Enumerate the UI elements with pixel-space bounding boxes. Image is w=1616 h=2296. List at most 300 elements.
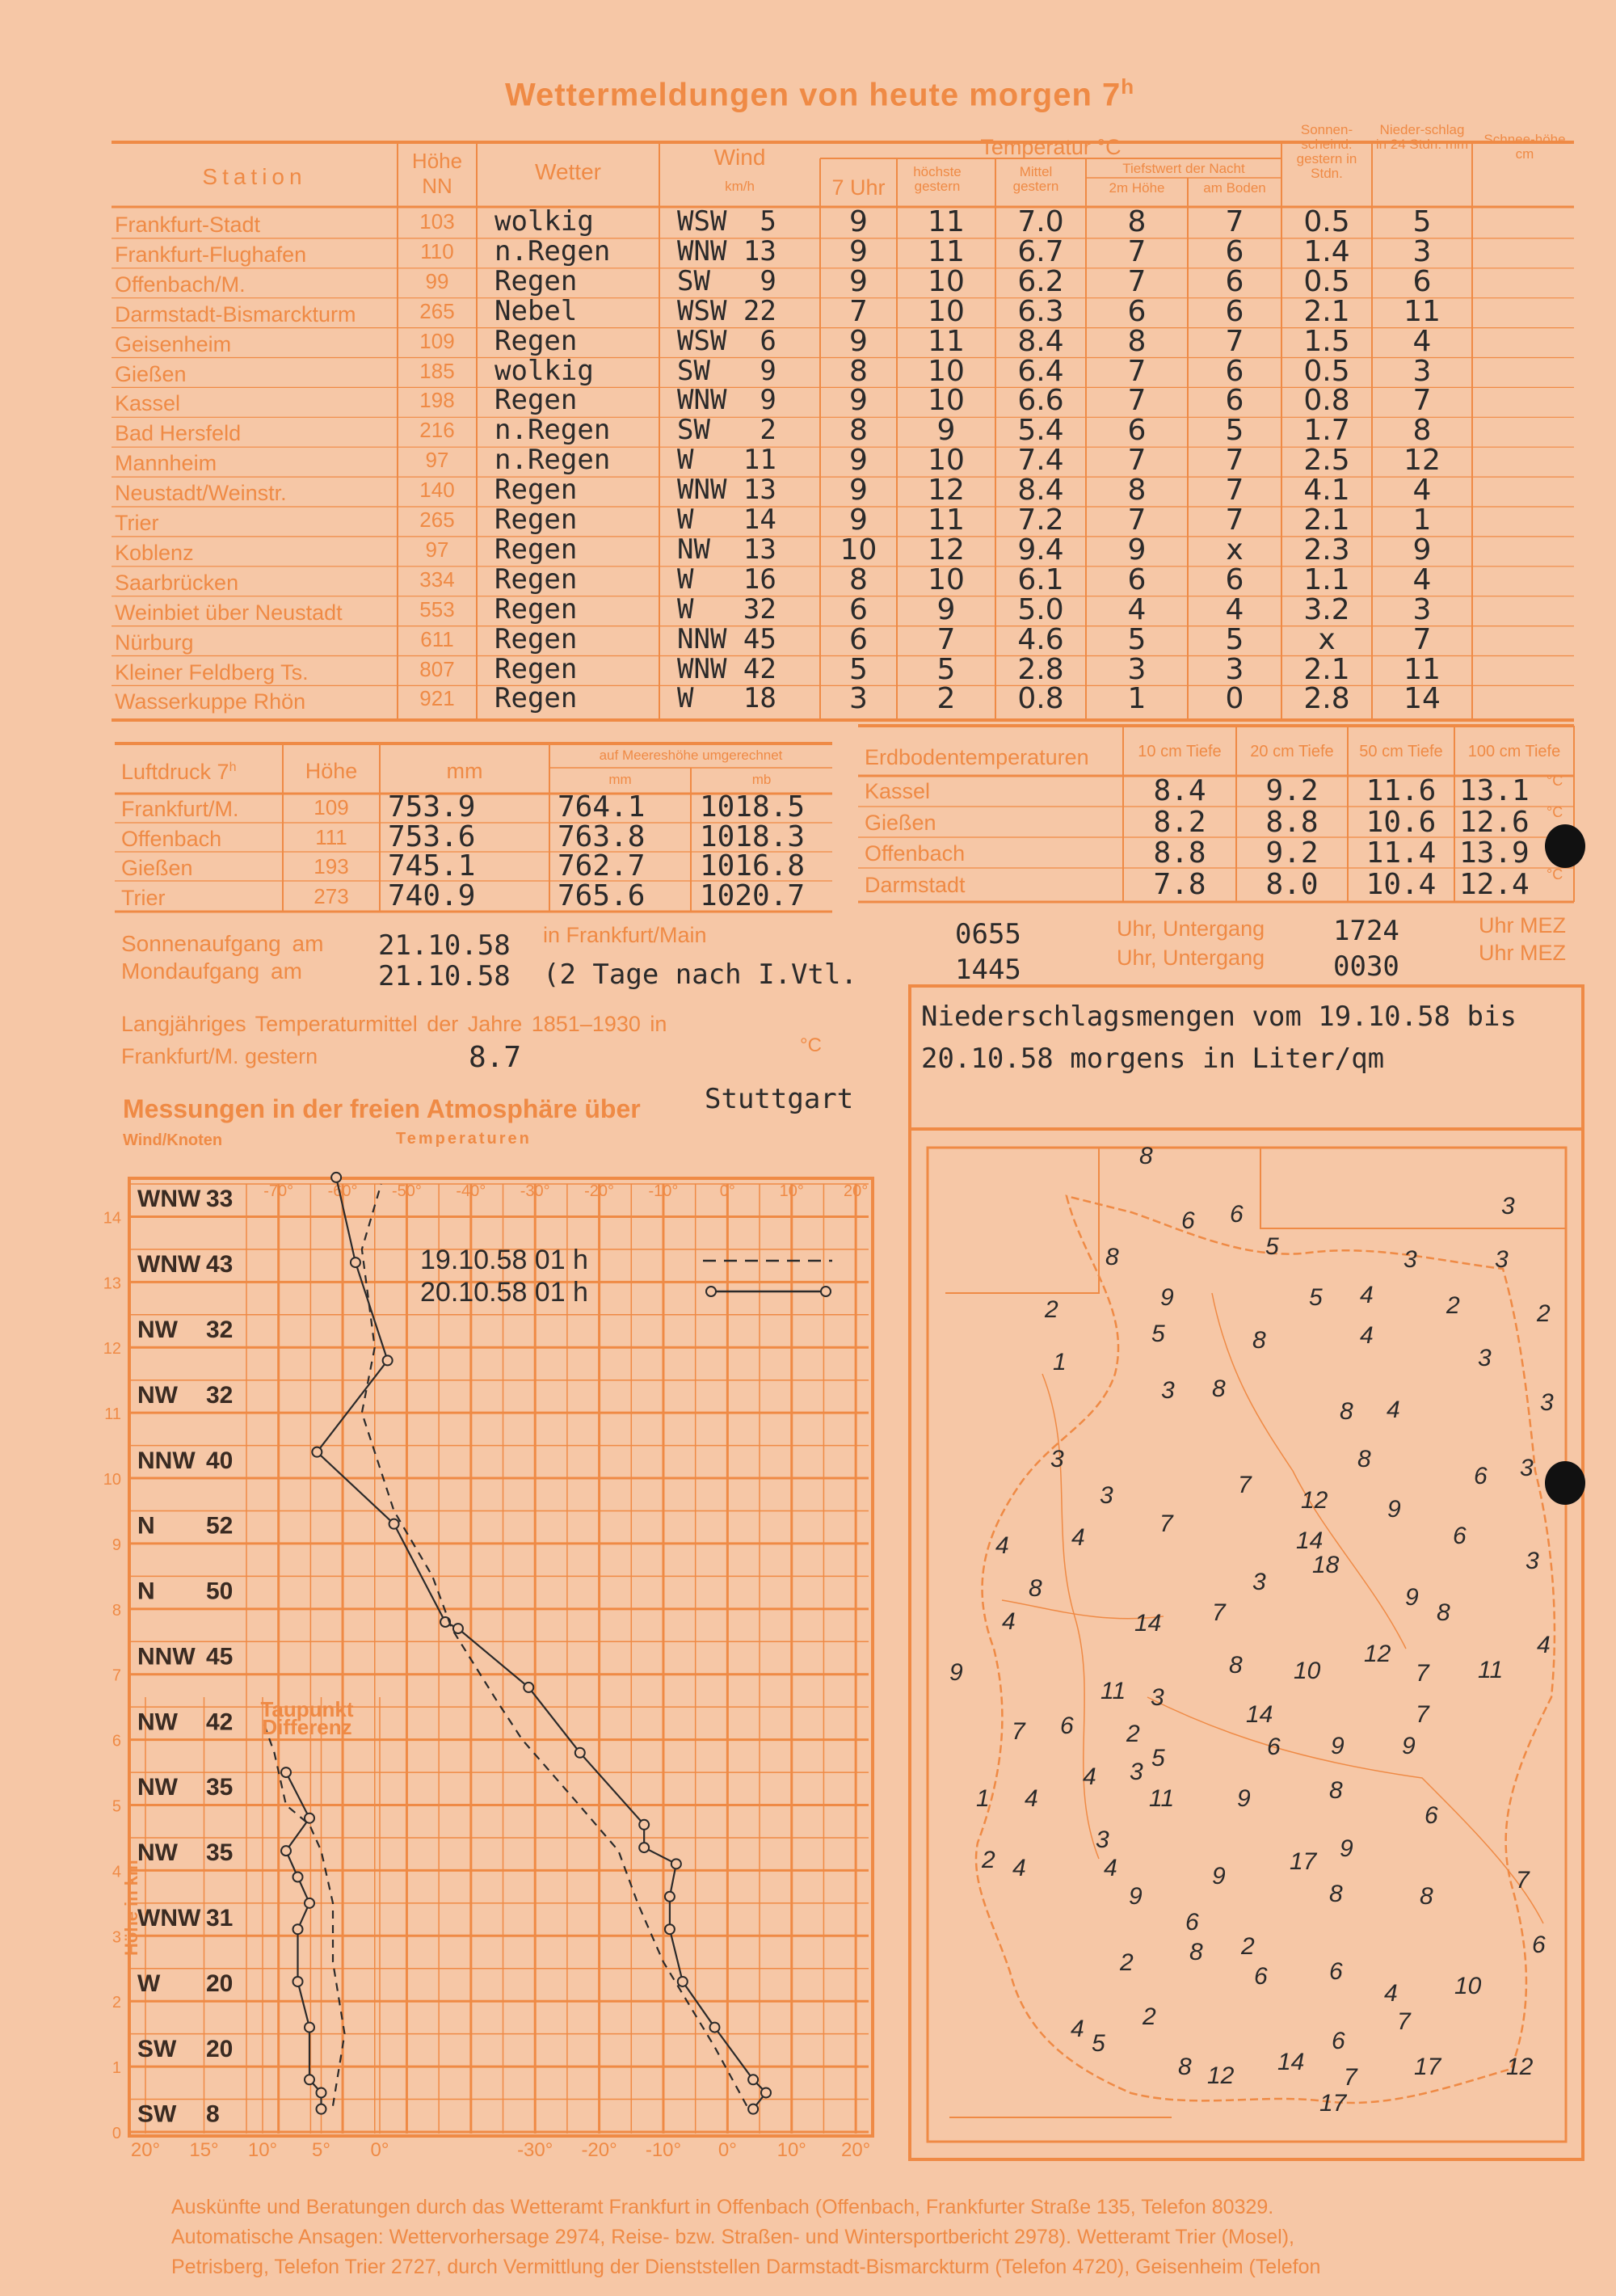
- precip-value: 6: [1060, 1713, 1074, 1739]
- erdboden-10cm: 10 cm Tiefe: [1138, 743, 1222, 760]
- cell-station: Frankfurt-Stadt: [115, 213, 261, 237]
- ld-cell-mb: 1018.3: [700, 819, 806, 853]
- precip-value: 6: [1254, 1963, 1268, 1990]
- cell-wind: WNW 42: [677, 652, 776, 685]
- cell-sonne: 2.1: [1303, 503, 1350, 537]
- precip-value: 6: [1329, 1958, 1343, 1985]
- sun-untergang: Uhr, Untergang: [1117, 916, 1265, 941]
- y-tick-label: 14: [103, 1209, 121, 1228]
- cell-hoehe: 921: [419, 686, 455, 711]
- eb-cell-d10: 8.4: [1153, 774, 1206, 807]
- cell-minb: 6: [1225, 234, 1244, 268]
- y-tick-label: 12: [103, 1340, 121, 1359]
- cell-hoehe: 185: [419, 358, 455, 383]
- cell-nieder: 11: [1403, 652, 1441, 686]
- cell-mittel: 6.3: [1017, 294, 1064, 328]
- cell-t7: 6: [849, 592, 868, 626]
- cell-mittel: 6.7: [1017, 234, 1064, 268]
- precip-value: 2: [1126, 1721, 1140, 1747]
- dew-tick-label: 15°: [189, 2139, 219, 2161]
- luftdruck-title-sup: h: [229, 760, 237, 774]
- cell-max: 12: [928, 533, 965, 567]
- eb-cell-d20: 8.8: [1265, 805, 1319, 839]
- eb-cell-d50: 11.6: [1366, 774, 1437, 807]
- moon-note: (2 Tage nach I.Vtl.: [543, 958, 857, 991]
- precip-value: 3: [1540, 1389, 1554, 1416]
- precip-value: 8: [1178, 2054, 1192, 2080]
- ld-cell-meer_mm: 763.8: [558, 819, 646, 853]
- header-hoechste: höchste gestern: [913, 164, 962, 194]
- cell-t7: 7: [849, 294, 868, 328]
- cell-station: Kassel: [115, 391, 181, 416]
- precip-value: 7: [1212, 1599, 1226, 1626]
- eb-cell-d50: 11.4: [1366, 836, 1437, 870]
- x-tick-label: -10°: [648, 1182, 679, 1200]
- precip-value: 7: [1416, 1701, 1429, 1728]
- cell-mittel: 8.4: [1017, 474, 1064, 508]
- cell-wind: NW 13: [677, 533, 776, 566]
- cell-nieder: 3: [1412, 354, 1432, 388]
- cell-min2m: 7: [1127, 444, 1147, 478]
- cell-station: Geisenheim: [115, 331, 232, 356]
- precip-value: 4: [1360, 1282, 1374, 1308]
- cell-hoehe: 103: [419, 209, 455, 234]
- cell-mittel: 5.4: [1017, 414, 1064, 448]
- longterm-label: Langjähriges Temperaturmittel der Jahre 1851–1930 in: [121, 1012, 667, 1036]
- x-tick-label: 0°: [719, 1182, 735, 1200]
- cell-max: 2: [936, 682, 956, 716]
- wind-speed: 8: [206, 2100, 220, 2128]
- x-tick-label: -30°: [520, 1182, 550, 1200]
- precip-value: 6: [1267, 1734, 1281, 1760]
- cell-min2m: 5: [1127, 622, 1147, 656]
- cell-wetter: Regen: [494, 264, 578, 297]
- eb-cell-d100: 12.4: [1459, 867, 1530, 901]
- longterm-value: 8.7: [469, 1041, 522, 1074]
- cell-station: Darmstadt-Bismarckturm: [115, 301, 356, 326]
- wind-direction: NNW: [137, 1643, 196, 1670]
- wind-direction: WNW: [137, 1186, 201, 1213]
- precip-value: 8: [1252, 1327, 1266, 1354]
- footer-line: Petrisberg, Telefon Trier 2727, durch Vermittlung der Dienststellen Darmstadt-Bismarckturm (Telefon 4720), Geisenheim (Telefon: [171, 2256, 1321, 2278]
- cell-max: 10: [928, 294, 965, 328]
- precip-value: 6: [1185, 1909, 1199, 1936]
- cell-station: Weinbiet über Neustadt: [115, 600, 343, 625]
- erdboden-50cm: 50 cm Tiefe: [1359, 743, 1443, 760]
- cell-min2m: 7: [1127, 354, 1147, 388]
- cell-nieder: 4: [1412, 562, 1432, 596]
- moon-mez: Uhr MEZ: [1479, 941, 1566, 965]
- cell-wind: WSW 6: [677, 324, 776, 357]
- ld-cell-hoehe: 111: [315, 824, 347, 849]
- sun-date: 21.10.58: [378, 929, 511, 962]
- cell-minb: x: [1226, 533, 1244, 567]
- cell-wind: WSW 22: [677, 294, 776, 327]
- cell-wind: WNW 13: [677, 474, 776, 507]
- ld-cell-meer_mm: 762.7: [558, 849, 646, 883]
- cell-sonne: 2.1: [1303, 294, 1350, 328]
- moon-rise: 1445: [955, 954, 1021, 986]
- cell-max: 9: [936, 592, 956, 626]
- cell-min2m: 6: [1127, 562, 1147, 596]
- cell-max: 9: [936, 414, 956, 448]
- moon-untergang: Uhr, Untergang: [1117, 946, 1265, 970]
- precip-value: 3: [1520, 1455, 1534, 1481]
- cell-station: Offenbach/M.: [115, 272, 246, 297]
- cell-hoehe: 99: [425, 268, 449, 293]
- cell-mittel: 6.6: [1017, 384, 1064, 418]
- precip-value: 3: [1495, 1246, 1509, 1273]
- ld-cell-station: Gießen: [121, 856, 193, 880]
- wind-direction: N: [137, 1578, 155, 1605]
- cell-t7: 8: [849, 354, 868, 388]
- ld-cell-mb: 1018.5: [700, 790, 806, 824]
- header-hoehe: Höhe NN: [411, 149, 463, 199]
- header-7uhr: 7 Uhr: [831, 175, 886, 200]
- eb-cell-station: Gießen: [865, 810, 936, 835]
- cell-sonne: 0.5: [1303, 205, 1350, 238]
- cell-t7: 9: [849, 205, 868, 238]
- cell-min2m: 8: [1127, 324, 1147, 358]
- x-tick-label: 20°: [840, 2139, 871, 2161]
- precip-value: 7: [1238, 1472, 1252, 1498]
- precip-value: 4: [1071, 1524, 1085, 1551]
- precip-value: 4: [1387, 1397, 1400, 1423]
- atmo-place: Stuttgart: [705, 1083, 854, 1115]
- cell-minb: 4: [1225, 592, 1244, 626]
- cell-nieder: 4: [1412, 474, 1432, 508]
- cell-sonne: 0.5: [1303, 264, 1350, 298]
- cell-nieder: 1: [1412, 503, 1432, 537]
- luftdruck-title-text: Luftdruck 7: [121, 760, 229, 784]
- dew-tick-label: 0°: [370, 2139, 389, 2161]
- cell-wetter: Regen: [494, 474, 578, 507]
- luftdruck-mm-header: mm: [446, 759, 483, 783]
- cell-min2m: 7: [1127, 503, 1147, 537]
- cell-min2m: 8: [1127, 474, 1147, 508]
- cell-wetter: Regen: [494, 592, 578, 626]
- footer-line: Automatische Ansagen: Wettervorhersage 2974, Reise- bzw. Straßen- und Wintersportbericht 2978). Wetteramt Trier (Mosel),: [171, 2226, 1294, 2248]
- punch-hole-bottom: [1545, 1461, 1585, 1505]
- precip-value: 4: [995, 1532, 1009, 1559]
- cell-sonne: 2.1: [1303, 652, 1350, 686]
- precip-value: 6: [1332, 2028, 1345, 2054]
- precip-value: 14: [1296, 1527, 1324, 1554]
- eb-cell-d20: 9.2: [1265, 836, 1319, 870]
- header-wind: Wind: [713, 145, 766, 170]
- header-station: Station: [202, 164, 307, 189]
- header-schnee: Schnee-höhe cm: [1483, 132, 1566, 162]
- eb-cell-d10: 8.2: [1153, 805, 1206, 839]
- precip-value: 5: [1309, 1284, 1323, 1311]
- cell-minb: 7: [1225, 205, 1244, 238]
- y-tick-label: 8: [112, 1601, 121, 1620]
- precip-value: 17: [1319, 2090, 1347, 2117]
- precip-value: 2: [1045, 1296, 1058, 1323]
- precip-value: 3: [1403, 1246, 1417, 1273]
- precip-value: 4: [1537, 1632, 1551, 1658]
- precip-value: 8: [1329, 1881, 1343, 1907]
- cell-sonne: 2.5: [1303, 444, 1350, 478]
- cell-nieder: 9: [1412, 533, 1432, 567]
- cell-minb: 0: [1225, 682, 1244, 716]
- map-inset-line: [945, 1148, 1566, 1293]
- precip-value: 7: [1159, 1510, 1173, 1537]
- cell-minb: 6: [1225, 264, 1244, 298]
- cell-wetter: Regen: [494, 324, 578, 357]
- precip-value: 7: [1516, 1867, 1530, 1894]
- x-tick-label: -50°: [392, 1182, 422, 1200]
- eb-cell-d50: 10.4: [1366, 867, 1437, 901]
- cell-station: Mannheim: [115, 451, 217, 476]
- cell-minb: 6: [1225, 354, 1244, 388]
- cell-wetter: wolkig: [494, 354, 594, 387]
- cell-station: Nürburg: [115, 630, 194, 655]
- cell-wind: W 16: [677, 562, 776, 596]
- cell-wetter: Regen: [494, 622, 578, 655]
- erdboden-100cm: 100 cm Tiefe: [1467, 743, 1561, 760]
- x-tick-label: -20°: [581, 2139, 617, 2161]
- cell-sonne: x: [1318, 622, 1336, 656]
- precip-value: 3: [1130, 1759, 1143, 1785]
- ld-cell-station: Frankfurt/M.: [121, 797, 239, 821]
- precip-value: 11: [1478, 1657, 1504, 1683]
- wind-direction: NW: [137, 1774, 178, 1801]
- eb-cell-d10: 8.8: [1153, 836, 1206, 870]
- precip-value: 9: [1237, 1785, 1251, 1812]
- precip-value: 12: [1506, 2054, 1534, 2080]
- cell-t7: 10: [840, 533, 877, 567]
- precip-value: 3: [1100, 1482, 1113, 1509]
- precip-value: 4: [1071, 2016, 1084, 2042]
- wind-direction: WNW: [137, 1905, 201, 1932]
- precip-value: 3: [1478, 1345, 1492, 1371]
- cell-wind: WNW 13: [677, 234, 776, 268]
- precip-value: 6: [1474, 1463, 1488, 1489]
- erdboden-20cm: 20 cm Tiefe: [1250, 743, 1334, 760]
- precip-value: 2: [1143, 2003, 1156, 2030]
- precip-value: 8: [1105, 1244, 1119, 1270]
- wind-direction: W: [137, 1970, 161, 1997]
- precip-value: 9: [1402, 1733, 1416, 1759]
- cell-t7: 9: [849, 503, 868, 537]
- luftdruck-meer-mb-header: mb: [751, 772, 772, 787]
- cell-station: Koblenz: [115, 540, 194, 565]
- cell-wind: SW 9: [677, 354, 776, 387]
- cell-minb: 5: [1225, 414, 1244, 448]
- wind-direction: NW: [137, 1839, 178, 1867]
- precip-value: 8: [1437, 1599, 1450, 1626]
- x-tick-label: -70°: [263, 1182, 294, 1200]
- cell-hoehe: 265: [419, 508, 455, 532]
- cell-sonne: 2.8: [1303, 682, 1350, 716]
- eb-unit: °C: [1547, 773, 1563, 789]
- cell-nieder: 7: [1412, 622, 1432, 656]
- sun-rise: 0655: [955, 918, 1021, 950]
- footer-line: Auskünfte und Beratungen durch das Wetteramt Frankfurt in Offenbach (Offenbach, Frankfurter Straße 135, Telefon 80329.: [171, 2196, 1274, 2218]
- cell-mittel: 8.4: [1017, 324, 1064, 358]
- dew-tick-label: 20°: [130, 2139, 161, 2161]
- moon-label: Mondaufgang am: [121, 958, 302, 984]
- cell-mittel: 7.0: [1017, 205, 1064, 238]
- cell-sonne: 1.4: [1303, 234, 1350, 268]
- ld-cell-meer_mm: 765.6: [558, 878, 646, 912]
- eb-unit: °C: [1547, 803, 1563, 820]
- precip-value: 8: [1229, 1652, 1243, 1679]
- cell-sonne: 1.5: [1303, 324, 1350, 358]
- ld-cell-mb: 1016.8: [700, 849, 806, 883]
- precip-value: 12: [1301, 1487, 1328, 1514]
- precip-value: 14: [1277, 2049, 1305, 2075]
- wind-direction: NW: [137, 1381, 178, 1409]
- river-line: [1002, 1293, 1543, 1923]
- precip-value: 11: [1100, 1678, 1126, 1704]
- cell-minb: 6: [1225, 562, 1244, 596]
- y-tick-label: 9: [112, 1536, 121, 1554]
- cell-wetter: Regen: [494, 682, 578, 715]
- cell-hoehe: 553: [419, 596, 455, 621]
- ld-cell-mb: 1020.7: [700, 878, 806, 912]
- y-tick-label: 6: [112, 1732, 121, 1750]
- cell-minb: 7: [1225, 474, 1244, 508]
- cell-max: 7: [936, 622, 956, 656]
- precip-value: 8: [1139, 1143, 1153, 1169]
- cell-nieder: 6: [1412, 264, 1432, 298]
- x-tick-label: 0°: [718, 2139, 737, 2161]
- wind-speed: 45: [206, 1643, 234, 1670]
- precip-value: 3: [1161, 1377, 1175, 1404]
- cell-t7: 9: [849, 444, 868, 478]
- precip-value: 10: [1294, 1658, 1321, 1684]
- precip-value: 3: [1501, 1193, 1515, 1220]
- cell-t7: 6: [849, 622, 868, 656]
- y-tick-label: 1: [112, 2059, 121, 2078]
- cell-hoehe: 334: [419, 567, 455, 592]
- cell-t7: 9: [849, 324, 868, 358]
- ld-cell-hoehe: 109: [314, 795, 349, 819]
- wind-speed: 31: [206, 1905, 234, 1932]
- eb-cell-station: Kassel: [865, 779, 931, 803]
- cell-max: 10: [928, 354, 965, 388]
- precip-value: 8: [1357, 1446, 1371, 1472]
- cell-station: Neustadt/Weinstr.: [115, 481, 287, 506]
- wind-speed: 32: [206, 1381, 234, 1409]
- wind-direction: NNW: [137, 1447, 196, 1474]
- precip-value: 3: [1096, 1826, 1109, 1853]
- x-tick-label: -40°: [456, 1182, 486, 1200]
- x-tick-label: 20°: [843, 1182, 869, 1200]
- cell-t7: 9: [849, 384, 868, 418]
- precip-value: 8: [1189, 1939, 1203, 1965]
- cell-wetter: n.Regen: [494, 234, 611, 268]
- wind-direction: NW: [137, 1316, 178, 1343]
- cell-min2m: 8: [1127, 205, 1147, 238]
- cell-wetter: Regen: [494, 384, 578, 417]
- sun-label: Sonnenaufgang am: [121, 931, 324, 956]
- cell-nieder: 3: [1412, 234, 1432, 268]
- wind-speed: 43: [206, 1251, 234, 1279]
- precip-value: 11: [1149, 1785, 1175, 1812]
- ld-cell-meer_mm: 764.1: [558, 790, 646, 824]
- cell-minb: 7: [1225, 444, 1244, 478]
- header-temperatur: Temperatur °C: [980, 135, 1122, 159]
- precip-value: 4: [1012, 1855, 1026, 1881]
- precip-value: 7: [1012, 1718, 1025, 1745]
- eb-cell-d20: 8.0: [1265, 867, 1319, 901]
- cell-max: 11: [928, 324, 965, 358]
- cell-wetter: Regen: [494, 503, 578, 536]
- atmo-temp-label: Temperaturen: [396, 1130, 532, 1148]
- ld-cell-station: Offenbach: [121, 826, 222, 851]
- precip-value: 8: [1420, 1883, 1433, 1910]
- longterm-unit: °C: [800, 1034, 822, 1056]
- precip-value: 4: [1002, 1608, 1016, 1635]
- cell-minb: 7: [1225, 324, 1244, 358]
- atmo-title: Messungen in der freien Atmosphäre über: [123, 1094, 641, 1123]
- wind-speed: 50: [206, 1578, 234, 1605]
- cell-sonne: 0.8: [1303, 384, 1350, 418]
- precip-value: 2: [1446, 1292, 1460, 1319]
- cell-sonne: 2.3: [1303, 533, 1350, 567]
- cell-station: Saarbrücken: [115, 570, 239, 595]
- eb-cell-station: Darmstadt: [865, 872, 966, 897]
- precip-value: 5: [1151, 1321, 1165, 1347]
- cell-nieder: 11: [1403, 294, 1441, 328]
- cell-nieder: 3: [1412, 592, 1432, 626]
- cell-min2m: 9: [1127, 533, 1147, 567]
- cell-wind: SW 9: [677, 264, 776, 297]
- y-tick-label: 0: [112, 2125, 121, 2142]
- precip-value: 3: [1050, 1446, 1064, 1472]
- wind-direction: SW: [137, 2035, 177, 2062]
- dew-label: Taupunkt Differenz: [260, 1697, 354, 1739]
- eb-cell-station: Offenbach: [865, 841, 966, 866]
- cell-wetter: Nebel: [494, 294, 578, 327]
- x-tick-label: -10°: [645, 2139, 682, 2161]
- cell-nieder: 14: [1403, 682, 1441, 716]
- luftdruck-meer-header: auf Meereshöhe umgerechnet: [599, 748, 783, 763]
- cell-nieder: 4: [1412, 324, 1432, 358]
- cell-max: 10: [928, 384, 965, 418]
- header-tiefst-boden: am Boden: [1203, 180, 1266, 196]
- wind-direction: WNW: [137, 1251, 201, 1279]
- wind-speed: 52: [206, 1512, 234, 1540]
- cell-wind: WSW 5: [677, 205, 776, 238]
- cell-min2m: 6: [1127, 414, 1147, 448]
- cell-wetter: n.Regen: [494, 444, 611, 477]
- cell-hoehe: 110: [420, 238, 454, 263]
- y-tick-label: 13: [103, 1274, 121, 1293]
- precip-value: 12: [1207, 2062, 1235, 2089]
- wind-speed: 35: [206, 1774, 234, 1801]
- x-tick-label: 10°: [779, 1182, 804, 1200]
- moon-set: 0030: [1333, 950, 1399, 983]
- cell-mittel: 6.2: [1017, 264, 1064, 298]
- eb-cell-d50: 10.6: [1366, 805, 1437, 839]
- cell-station: Trier: [115, 511, 159, 535]
- cell-station: Wasserkuppe Rhön: [115, 689, 306, 714]
- header-sonne: Sonnen-scheind. gestern in Stdn.: [1296, 122, 1357, 181]
- precip-value: 7: [1344, 2064, 1357, 2091]
- cell-min2m: 7: [1127, 264, 1147, 298]
- cell-max: 12: [928, 474, 965, 508]
- cell-max: 11: [928, 234, 965, 268]
- header-tiefst-2m: 2m Höhe: [1109, 180, 1165, 196]
- precip-value: 7: [1397, 2008, 1411, 2035]
- cell-wetter: wolkig: [494, 205, 594, 238]
- cell-station: Frankfurt-Flughafen: [115, 242, 307, 267]
- precip-value: 9: [1387, 1496, 1401, 1523]
